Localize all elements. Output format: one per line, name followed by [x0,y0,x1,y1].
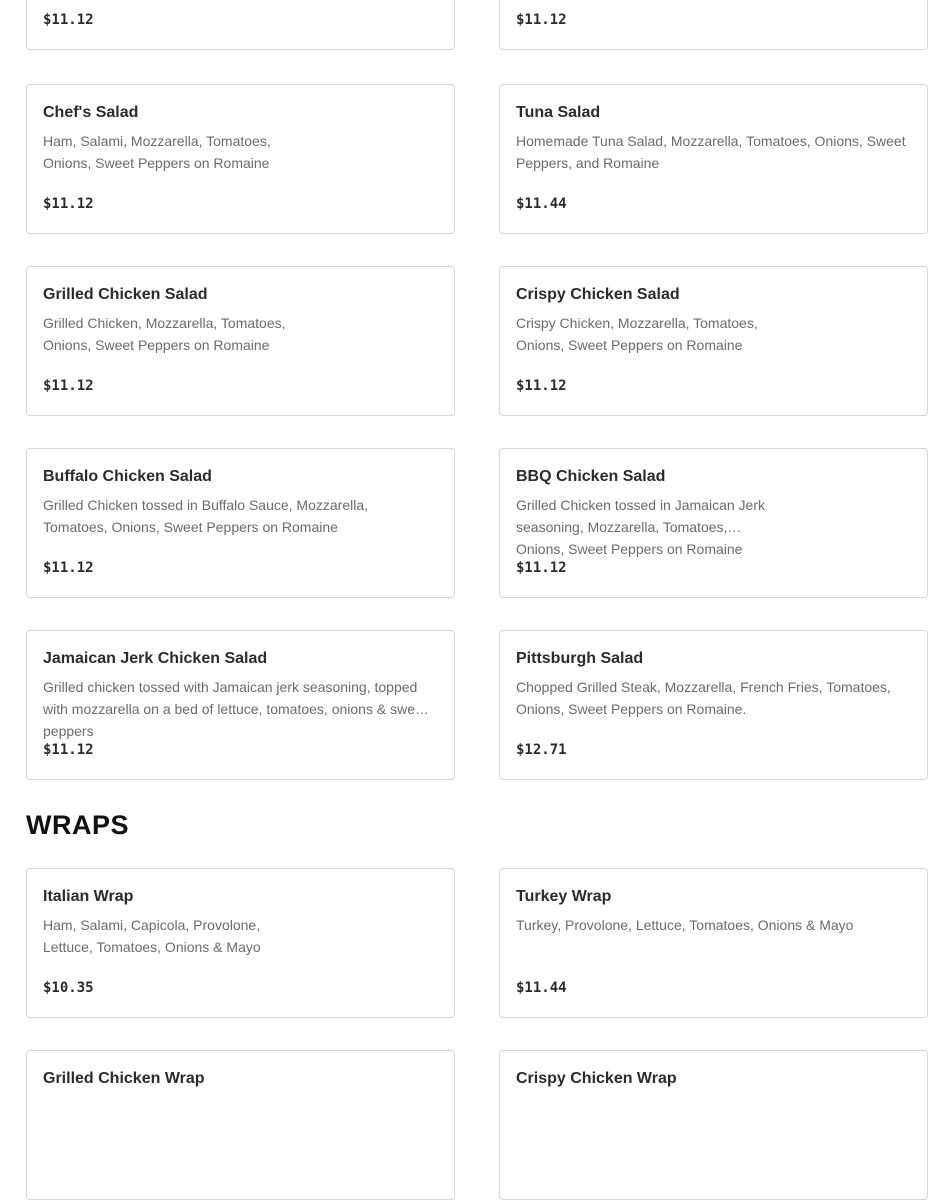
item-price: $11.44 [516,980,567,996]
menu-item-card-turkey-wrap[interactable] [499,868,928,1018]
item-price: $11.44 [516,196,567,212]
item-name: Grilled Chicken Wrap [43,1070,205,1087]
item-price: $11.12 [43,378,94,394]
item-price: $12.71 [516,742,567,758]
item-name: Crispy Chicken Wrap [516,1070,677,1087]
item-name: Turkey Wrap [516,888,612,905]
menu-item-card-crispy-chicken-salad[interactable] [499,266,928,416]
item-price: $11.12 [43,742,94,758]
item-price: $11.12 [516,560,567,576]
item-name: Jamaican Jerk Chicken Salad [43,650,268,667]
item-price: $11.12 [43,12,94,28]
item-name: Pittsburgh Salad [516,650,644,667]
item-name: BBQ Chicken Salad [516,468,666,485]
item-price: $10.35 [43,980,94,996]
menu-item-card-bbq-chicken-salad[interactable] [499,448,928,598]
menu-item-card-crispy-chicken-wrap[interactable] [499,1050,928,1200]
menu-item-card[interactable] [26,0,455,50]
item-description: Chopped Grilled Steak, Mozzarella, French Fries, Tomatoes, Onions, Sweet Peppers on Romaine. [516,679,891,717]
item-price: $11.12 [516,12,567,28]
item-description: Crispy Chicken, Mozzarella, Tomatoes, Onions, Sweet Peppers on Romaine [516,315,758,353]
item-name: Buffalo Chicken Salad [43,468,212,485]
item-price: $11.12 [43,196,94,212]
item-name: Tuna Salad [516,104,601,121]
menu-item-card-buffalo-chicken-salad[interactable] [26,448,455,598]
item-name: Grilled Chicken Salad [43,286,208,303]
menu-item-card-grilled-chicken-salad[interactable] [26,266,455,416]
section-title-wraps: WRAPS [26,810,129,840]
menu-item-card-jamaican-jerk-chicken-salad[interactable] [26,630,455,780]
item-name: Italian Wrap [43,888,134,905]
menu-item-card-pittsburgh-salad[interactable] [499,630,928,780]
item-name: Crispy Chicken Salad [516,286,680,303]
menu-item-card[interactable] [499,0,928,50]
item-description: Grilled Chicken, Mozzarella, Tomatoes, Onions, Sweet Peppers on Romaine [43,315,286,353]
menu-item-card-grilled-chicken-wrap[interactable] [26,1050,455,1200]
item-price: $11.12 [516,378,567,394]
item-description: Ham, Salami, Capicola, Provolone, Lettuce, Tomatoes, Onions & Mayo [43,917,261,955]
item-description: Homemade Tuna Salad, Mozzarella, Tomatoes, Onions, Sweet Peppers, and Romaine [516,133,906,171]
item-name: Chef's Salad [43,104,139,121]
item-price: $11.12 [43,560,94,576]
item-description: Grilled Chicken tossed in Buffalo Sauce, Mozzarella, Tomatoes, Onions, Sweet Peppers on Romaine [43,497,369,535]
menu-item-card-tuna-salad[interactable] [499,84,928,234]
item-description: Turkey, Provolone, Lettuce, Tomatoes, Onions & Mayo [516,917,854,933]
item-description: Ham, Salami, Mozzarella, Tomatoes, Onions, Sweet Peppers on Romaine [43,133,271,171]
menu-item-card-italian-wrap[interactable] [26,868,455,1018]
item-description: Grilled Chicken tossed in Jamaican Jerk seasoning, Mozzarella, Tomatoes, Onions, Sweet Peppers on Romaine [516,497,765,557]
menu-item-card-chefs-salad[interactable] [26,84,455,234]
item-description: Grilled chicken tossed with Jamaican jerk seasoning, topped with mozzarella on a bed of lettuce, tomatoes, onions & sweet peppers [43,679,427,739]
